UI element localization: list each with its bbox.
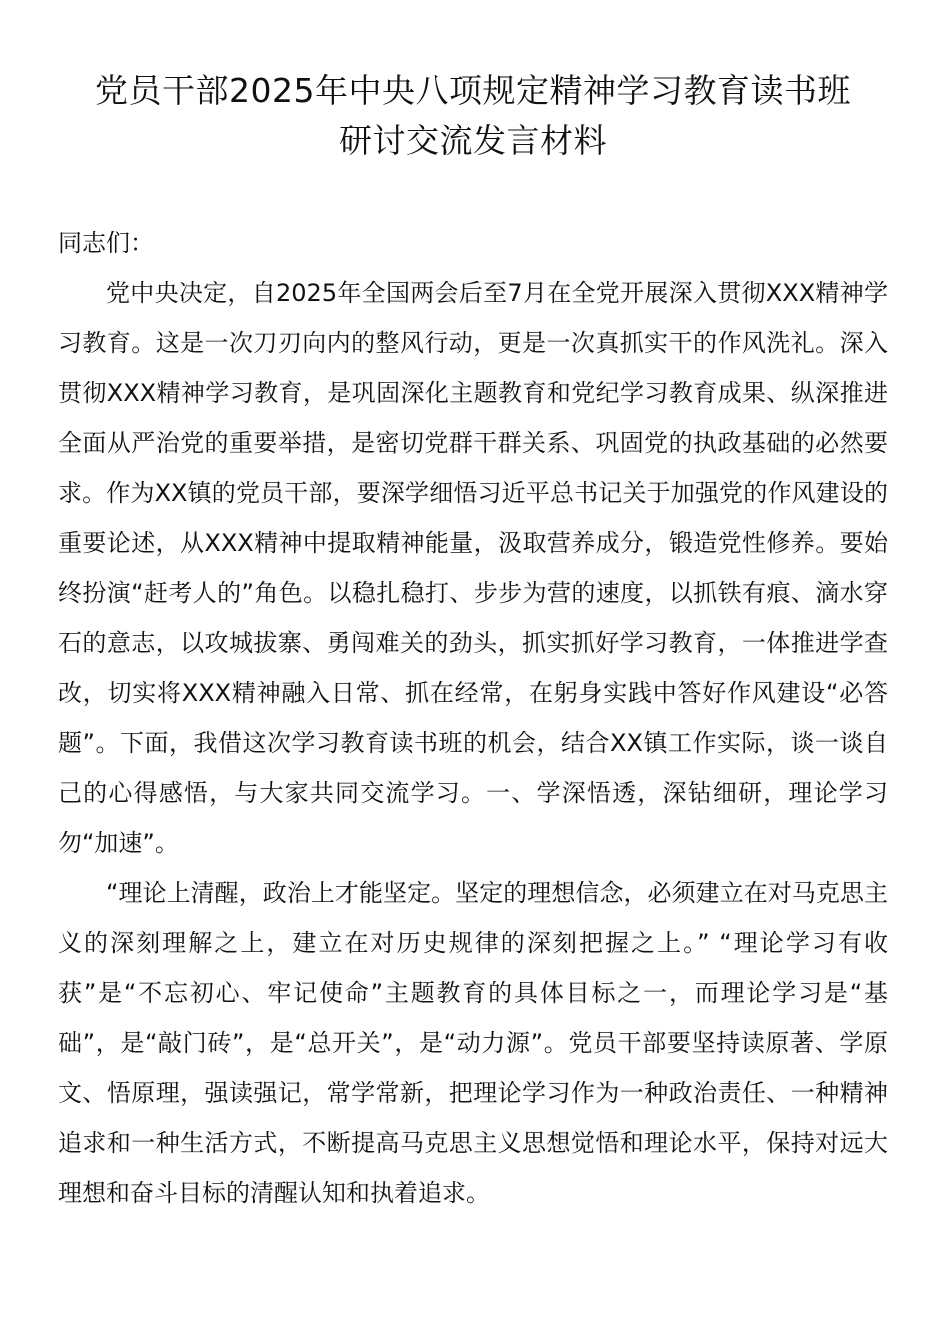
salutation: 同志们： (58, 229, 154, 257)
document-title (58, 66, 888, 166)
paragraph-1: 党中央决定，自2025年全国两会后至7月在全党开展深入贯彻XXX精神学习教育。这是一次刀刃向内的整风行动，更是一次真抓实干的作风洗礼。深入贯彻XXX精神学习教育，是巩固深化主题教育和党纪学习教育成果、纵深推进全面从严治党的重要举措，是密切党群干群关系、巩固党的执政基础的必然要求。作为XX镇的党员干部，要深学细悟习近平总书记关于加强党的作风建设的重要论述，从XXX精神中提取精神能量，汲取营养成分，锻造党性修养。要始终扮演“赶考人的”角色。以稳扎稳打、步步为营的速度，以抓铁有痕、滴水穿石的意志，以攻城拔寨、勇闯难关的劲头，抓实抓好学习教育，一体推进学查改，切实将XXX精神融入日常、抓在经常，在躬身实践中答好作风建设“必答题”。下面，我借这次学习教育读书班的机会，结合XX镇工作实际，谈一谈自己的心得感悟，与大家共同交流学习。一、学深悟透，深钻细研，理论学习勿“加速”。 (58, 279, 888, 857)
document-title-line-2: 研讨交流发言材料 (339, 121, 607, 160)
paragraph-2: “理论上清醒，政治上才能坚定。坚定的理想信念，必须建立在对马克思主义的深刻理解之上，建立在对历史规律的深刻把握之上。” “理论学习有收获”是“不忘初心、牢记使命”主题教育的具体目标之一，而理论学习是“基础”，是“敲门砖”，是“总开关”，是“动力源”。党员干部要坚持读原著、学原文、悟原理，强读强记，常学常新，把理论学习作为一种政治责任、一种精神追求和一种生活方式，不断提高马克思主义思想觉悟和理论水平，保持对远大理想和奋斗目标的清醒认知和执着追求。 (58, 879, 888, 1207)
document-title-line-1: 党员干部2025年中央八项规定精神学习教育读书班 (95, 71, 851, 110)
